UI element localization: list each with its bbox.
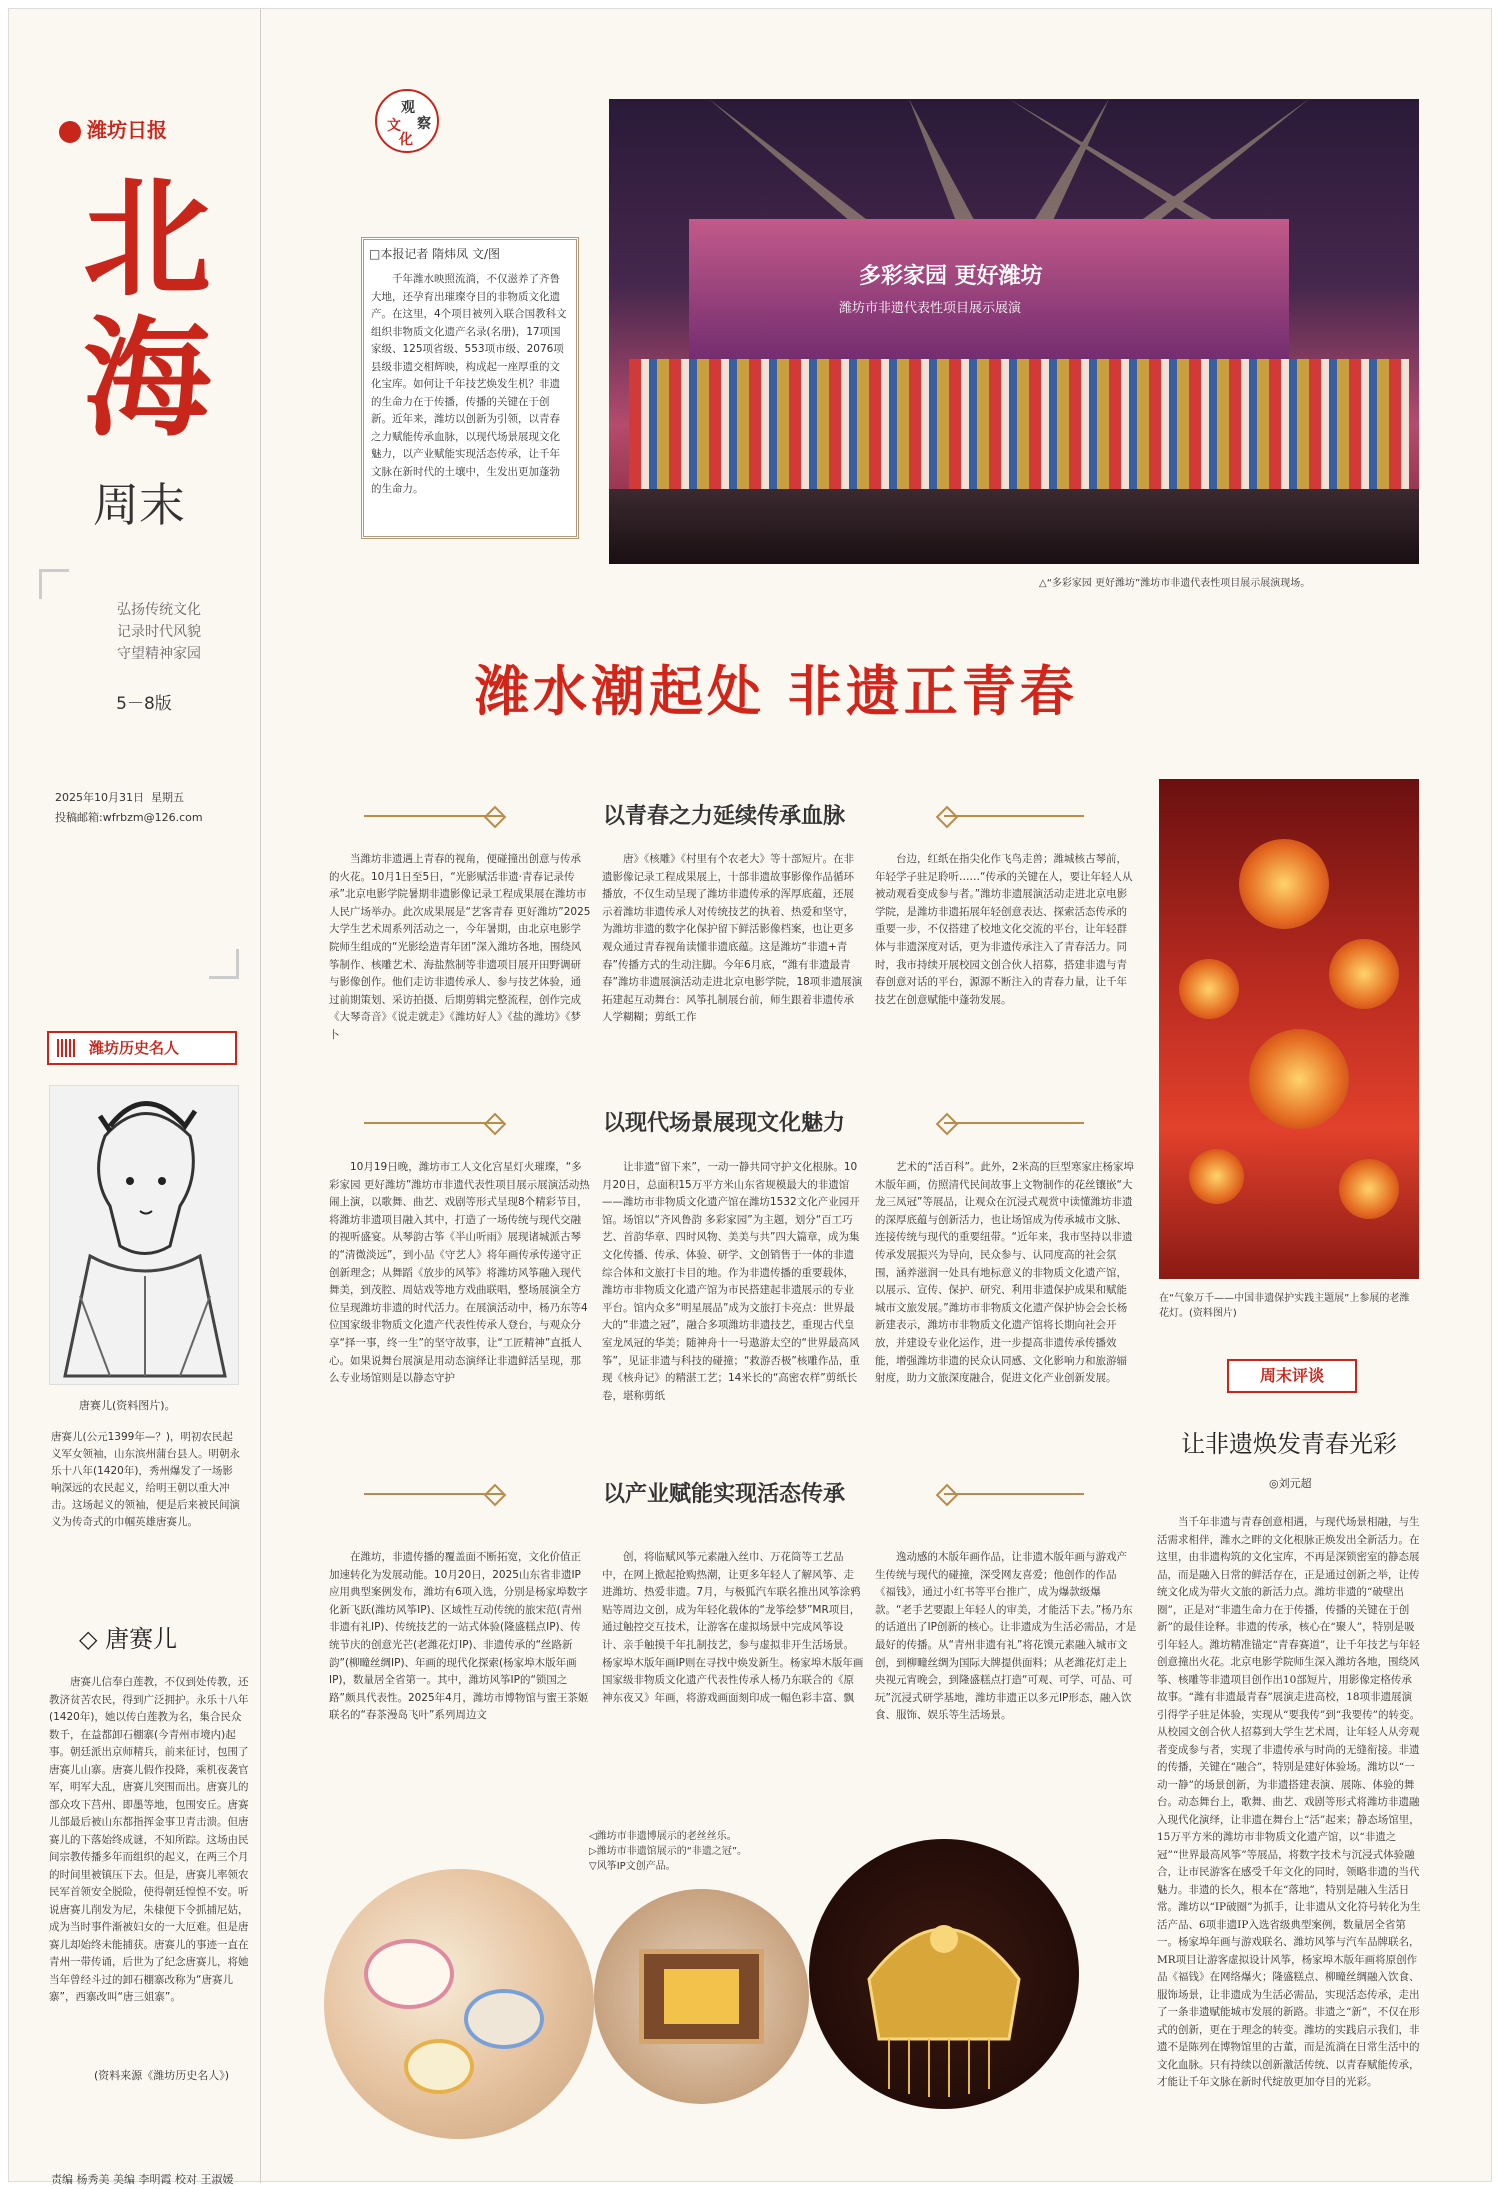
portrait-caption: 唐赛儿(资料图片)。: [79, 1399, 176, 1412]
section-2-column-3: 艺术的“活百科”。此外，2米高的巨型寒家庄杨家埠木版年画，仿照清代民间故事上文物制作的花丝镶嵌“大龙三凤冠”等展品，让观众在沉浸式观赏中读懂潍坊非遗的深厚底蕴与创新活力，也让场馆成为传承城市文脉、连接传统与现代的重要纽带。“近年来，我市坚持以非遗传承发展振兴为导向，民众参与、认同度高的社会氛围，涵养滋润一处具有地标意义的非物质文化遗产馆，以展示、宣传、保护、研究、利用非遗保护成果和赋能城市文旅发展。”潍坊市非物质文化遗产保护协会会长杨新建表示，潍坊市非物质文化遗产馆将长期向社会开放，并建设专业化运作，进一步提高非遗传承传播效能，增强潍坊非遗的民众认同感、文化影响力和旅游辐射度，助力文旅深度融合，促进文化产业创新发展。: [875, 1161, 1135, 1385]
photo-caption: ▽风筝IP文创产品。: [589, 1861, 676, 1872]
paper-logo-icon: [59, 121, 81, 143]
lantern: [1249, 1029, 1349, 1129]
kite-ip-photo: [594, 1889, 809, 2104]
decor-corner: [39, 569, 69, 599]
bottom-photo-captions: [589, 1829, 747, 1874]
lanterns-caption: 在“气象万千——中国非遗保护实践主题展”上参展的老潍花灯。(资料图片): [1159, 1293, 1410, 1319]
slogan: 守望精神家园: [117, 646, 201, 662]
email-label: 投稿邮箱:: [55, 811, 103, 824]
section-ornament: [484, 1113, 507, 1136]
slogan: 弘扬传统文化: [117, 602, 201, 618]
badge-char: 观: [401, 100, 415, 116]
section-3-column-2: 创，将临赋风筝元素融入丝巾、万花筒等工艺品中，在网上掀起抢购热潮，让更多年轻人了解风筝、走进潍坊、热爱非遗。7月，与极狐汽车联名推出风筝涂鸦贴等周边文创，成为年轻化载体的“龙筝绘梦”MR项目，通过触控交互技术，让游客在虚拟场景中完成风筝设计、亲手触摸千年扎制技艺，参与虚拟非开生活场景。杨家埠木版年画IP则在寻找中焕发新生。杨家埠木版年画国家级非物质文化遗产代表性传承人杨乃东联合的《原神东夜又》年画，将游戏画面刻印成一幅色彩丰富、飘: [602, 1551, 864, 1704]
lead-text: 千年潍水映照流淌，不仅滋养了齐鲁大地，还孕育出璀璨夺目的非物质文化遗产。在这里，4个项目被列入联合国教科文组织非物质文化遗产名录(名册)，17项国家级、125项省级、553项市级、2076项县级非遗交相辉映，构成起一座厚重的文化宝库。如何让千年技艺焕发生机？非遗的生命力在于传播，传播的关键在于创新。近年来，潍坊以创新为引领，以青春之力赋能传承血脉，以现代场景展现文化魅力，以产业赋能实现活态传承，让千年文脉在新时代的土壤中，生发出更加蓬勃的生命力。: [371, 273, 567, 495]
email-address[interactable]: wfrbzm@126.com: [102, 811, 203, 824]
issue-date: 2025年10月31日: [55, 791, 144, 804]
pincushion-photo: [324, 1869, 594, 2139]
paper-name: 潍坊日报: [87, 118, 167, 142]
lantern: [1189, 1149, 1244, 1204]
opinion-author: ◎刘元超: [1269, 1477, 1312, 1490]
lantern: [1179, 959, 1239, 1019]
photo-caption: ▷潍坊市非遗馆展示的“非遗之冠”。: [589, 1846, 748, 1857]
lantern: [1239, 839, 1329, 929]
section-3-column-3: 逸动感的木版年画作品，让非遗木版年画与游戏产生传统与现代的碰撞，深受网友喜爱；他创作的作品《福钱》，通过小红书等平台推广，成为爆款级爆款。“老手艺要跟上年轻人的审美，才能活下去。”杨乃东的话道出了IP创新的核心。让非遗成为生活必需品，才是最好的传播。从“青州非遗有礼”将花馍元素融入城市文创，到柳疃丝绸为国际大牌提供面料；从老潍花灯走上央视元宵晚会，到隆盛糕点打造“可观、可学、可品、可玩”沉浸式研学基地，潍坊非遗正以多元IP形态，融入饮食、服饰、娱乐等生活场景。: [875, 1551, 1137, 1722]
stage-lights: [609, 99, 1419, 229]
screen-subtitle: 潍坊市非遗代表性项目展示展演: [839, 301, 1022, 316]
screen-title: 多彩家园 更好潍坊: [859, 263, 1043, 289]
history-source: (资料来源《潍坊历史名人》): [94, 2069, 230, 2082]
email-line: [55, 809, 245, 825]
stage-screen: [689, 219, 1289, 369]
crown-sketch: [809, 1839, 1079, 2109]
pincushion: [364, 1939, 454, 2009]
opinion-body: 当千年非遗与青春创意相遇，与现代场景相融，与生活需求相伴，潍水之畔的文化根脉正焕发出全新活力。在这里，由非遗构筑的文化宝库，不再是深锁密室的静态展品，而是融入日常的鲜活存在，正是通过创新之举，让传统文化成为带火文旅的新活力点。潍坊非遗的“破壁出圈”，正是对“非遗生命力在于传播，传播的关键在于创新”的最佳诠释。非遗的传承，核心在“聚人”，特别是吸引年轻人。潍坊精准锚定“青春赛道”，让千年技艺与年轻创意撞出火花。北京电影学院师生深入潍坊各地，围绕风筝、核雕等非遗项目创作出10部短片，用影像定格传承故事。“潍有非遗最青春”展演走进高校，18项非遗展演引得学子驻足体验，实现从“要我传”到“我要传”的转变。从校园文创合伙人招募到大学生艺术周，让年轻人从旁观者变成参与者，实现了非遗传承与时尚的无缝衔接。非遗的传播，关键在“融合”，特别是建好体验场。潍坊以“一动一静”的场景创新，为非遗搭建表演、展陈、体验的舞台。动态舞台上，歌舞、曲艺、戏剧等形式将潍坊非遗融入现代化演绎，让非遗在舞台上“活”起来；静态场馆里，15万平方米的潍坊市非物质文化遗产馆，以“非遗之冠”“世界最高风筝”等展品，将数字技术与沉浸式体验融合，让市民游客在感受千年文化的同时，领略非遗的当代魅力。非遗的长久，根本在“落地”，特别是融入生活日常。潍坊以“IP破圈”为抓手，让非遗从文化符号转化为生活产品、6项非遗IP入选省级典型案例，数量居全省第一。杨家埠年画与游戏联名、潍坊风筝与汽车品牌联名，MR项目让游客虚拟设计风筝，杨家埠木版年画将原创作品《福钱》在网络爆火；隆盛糕点、柳疃丝绸融入饮食、服饰场景，让非遗成为生活必需品，实现活态传承，走出了一条非遗赋能城市发展的新路。非遗之“新”，不仅在形式的创新，更在于理念的转变。潍坊的实践启示我们，非遗不是陈列在博物馆里的古董，而是流淌在日常生活中的文化血脉。只有持续以创新激活传统、以青春赋能传承，才能让千年文脉在新时代绽放更加夺目的光彩。: [1157, 1516, 1421, 2088]
section-ornament: [936, 1484, 959, 1507]
history-title-text: 唐赛儿: [105, 1625, 178, 1653]
performers: [629, 359, 1409, 489]
newspaper-page: [8, 8, 1492, 2186]
pincushion: [464, 1989, 544, 2049]
top-stage-photo: [609, 99, 1419, 564]
badge-char: 文: [387, 118, 401, 134]
kite-art: [664, 1969, 739, 2024]
dateline: [55, 789, 245, 805]
paper-logo: [59, 114, 167, 143]
section-ornament: [936, 806, 959, 829]
section-3-column-1: 在潍坊，非遗传播的覆盖面不断拓宽，文化价值正加速转化为发展动能。10月20日，2025山东省非遗IP应用典型案例发布，潍坊有6项入选，分别是杨家埠数字化新飞跃(潍坊风筝IP)、区域性互动传统的旅宋范(青州非遗有礼IP)、传统技艺的一站式体验(隆盛糕点IP)、传统节庆的创意光芒(老潍花灯IP)、非遗传承的“丝路新韵”(柳疃丝绸IP)、年画的现代化探索(杨家埠木版年画IP)，数量居全省第一。其中，潍坊风筝IP的“锁国之路”颇具代表性。2025年4月，潍坊市博物馆与蜜王茶姬联名的“春茶漫岛飞叶”系列周边文: [329, 1551, 589, 1722]
pincushion: [404, 2039, 474, 2094]
section-1-column-2: 唐》《核雕》《村里有个农老大》等十部短片。在非遗影像记录工程成果展上，十部非遗故事影像作品循环播放，不仅生动呈现了潍坊非遗传承的浑厚底蕴，还展示着潍坊非遗传承人对传统技艺的执着、热爱和坚守，为潍坊非遗的数字化保护留下鲜活影像档案，也让更多观众通过青春视角读懂非遗底蕴。这是潍坊“非遗+青春”传播方式的生动注脚。今年6月底，“潍有非遗最青春”潍坊非遗展演活动走进北京电影学院，18项非遗展演拓建起互动舞台：风筝扎制展台前，师生跟着非遗传承人学糊糊；剪纸工作: [602, 853, 863, 1024]
byline: □本报记者 隋炜凤 文/图: [369, 247, 501, 261]
stage-floor: [609, 489, 1419, 564]
history-title: ◇ 唐赛儿: [79, 1625, 178, 1653]
weekend-commentary-tag: 周末评谈: [1227, 1359, 1357, 1393]
section-ornament: [484, 806, 507, 829]
slogans: [84, 599, 234, 665]
section-ornament: [484, 1484, 507, 1507]
culture-observation-badge: [375, 89, 439, 153]
photo-caption: ◁潍坊市非遗博展示的老丝丝乐。: [589, 1831, 737, 1842]
history-body: 唐赛儿信奉白莲教，不仅到处传教，还教济贫苦农民，得到广泛拥护。永乐十八年(1420年)，她以传白莲教为名，集合民众数千，在益都卸石棚寨(今青州市境内)起事。朝廷派出京师精兵，前来征讨，包围了唐赛儿山寨。唐赛儿假作投降，乘机夜袭官军，明军大乱，唐赛儿突围而出。唐赛儿的部众攻下莒州、即墨等地，包围安丘。唐赛儿部最后被山东都指挥金事卫青击溃。但唐赛儿的下落始终成谜，不知所踪。这场由民间宗教传播多年而组织的起义，在两三个月的时间里被镇压下去。但是，唐赛儿率领农民军首领安全脱险，使得朝廷惶惶不安。听说唐赛儿削发为尼，朱棣便下令抓捕尼姑，成为当时事件渐被妇女的一大厄难。但是唐赛儿却始终未能捕获。唐赛儿的事迹一直在青州一带传诵，后世为了纪念唐赛儿，将她当年曾经斗过的卸石棚寨改称为“唐赛儿寨”，西寨改叫“唐三姐寨”。: [49, 1676, 249, 2003]
lantern: [1339, 1159, 1399, 1219]
lantern: [1329, 939, 1399, 1009]
section-ornament: [936, 1113, 959, 1136]
page-range: 5－8版: [116, 694, 172, 714]
issue-weekday: 星期五: [151, 791, 184, 804]
section-title-3: 以产业赋能实现活态传承: [524, 1477, 924, 1511]
history-intro: 唐赛儿(公元1399年—？)，明初农民起义军女领袖，山东滨州蒲台县人。明朝永乐十八年(1420年)，秀州爆发了一场影响深远的农民起义，给明王朝以重大冲击。这场起义的领袖，便是后来被民间演义为传奇式的巾帼英雄唐赛儿。: [51, 1431, 240, 1528]
decor-corner: [209, 949, 239, 979]
lanterns-photo: [1159, 779, 1419, 1279]
portrait-sketch: [50, 1086, 238, 1384]
badge-char: 化: [399, 132, 413, 148]
section-2-column-1: 10月19日晚，潍坊市工人文化宫星灯火璀璨，“多彩家园 更好潍坊”潍坊市非遗代表性项目展示展演活动热闹上演，以歌舞、曲艺、戏剧等形式呈现8个精彩节目，将潍坊非遗项目融入其中，打造了一场传统与现代交融的视听盛宴。从琴韵古筝《半山听雨》展现诸城派古琴的“清微淡远”，到小品《守艺人》将年画传承传递守正创新理念；从舞蹈《放步的风筝》将潍坊风筝融入现代舞美，到茂腔、周姑戏等地方戏曲联唱，整场展演全方位呈现潍坊非遗的时代活力。在展演活动中，杨乃东等4位国家级非物质文化遗产代表性传承人登台，与观众分享“择一事，终一生”的坚守故事，让“工匠精神”直抵人心。如果说舞台展演是用动态演绎让非遗鲜活呈现，那么专业场馆则是以静态守护: [329, 1161, 590, 1385]
opinion-title: 让非遗焕发青春光彩: [1181, 1430, 1397, 1458]
left-rail: [9, 9, 261, 2183]
slogan: 记录时代风貌: [117, 624, 201, 640]
section-2-column-2: 让非遗“留下来”，一动一静共同守护文化根脉。10月20日，总面积15万平方米山东省规模最大的非遗馆——潍坊市非物质文化遗产馆在潍坊1532文化产业园开馆。场馆以“齐风鲁韵 多彩家园”为主题，划分“百工巧艺、首韵华章、四时风物、美美与共”四大篇章，成为集文化传播、传承、体验、研学、文创销售于一体的非遗综合体和文旅打卡目的地。作为非遗传播的重要载体，潍坊市非物质文化遗产馆为市民搭建起非遗展示的专业平台。馆内众多“明星展品”成为文旅打卡亮点：世界最大的“非遗之冠”，融合多项潍坊非遗技艺，重现古代皇室龙凤冠的华美；随神舟十一号遨游太空的“世界最高风筝”，见证非遗与科技的碰撞；“救游否极”核雕作品，重现《核舟记》的精湛工艺；14米长的“高密农样”剪纸长卷，堪称剪纸: [602, 1161, 860, 1402]
section-1-column-3: 台边，红纸在指尖化作飞鸟走兽；潍城核古琴前，年轻学子驻足聆听……“传承的关键在人，要让年轻人从被动观看变成参与者。”潍坊非遗展演活动走进北京电影学院，是潍坊非遗拓展年轻创意表达、探索活态传承的重要一步，不仅搭建了校地文化交流的平台，让年轻群体与非遗深度对话，更为非遗传承注入了青春活力。同时，我市持续开展校园文创合伙人招募，搭建非遗与青春创意对话的平台，源源不断注入的青春力量，让千年技艺在创意赋能中蓬勃发展。: [875, 853, 1133, 1006]
page-credits: 责编 杨秀美 美编 李明霞 校对 王淑媛: [51, 2173, 234, 2186]
crown-photo: [809, 1839, 1079, 2109]
section-title-1: 以青春之力延续传承血脉: [524, 799, 924, 833]
section-title: 北海: [82, 164, 211, 454]
section-title-2: 以现代场景展现文化魅力: [524, 1106, 924, 1140]
top-photo-caption: △“多彩家园 更好潍坊”潍坊市非遗代表性项目展示展演现场。: [1039, 578, 1311, 589]
section-subtitle: 周末: [93, 478, 185, 532]
history-column-tag: 潍坊历史名人: [47, 1031, 237, 1065]
main-headline: 潍水潮起处 非遗正青春: [475, 659, 1078, 723]
section-1-column-1: 当潍坊非遗遇上青春的视角，便碰撞出创意与传承的火花。10月1日至5日，“光影赋活非遗·青春记录传承”北京电影学院暑期非遗影像记录工程成果展在潍坊市人民广场举办。此次成果展是“艺客青春 更好潍坊”2025大学生艺术周系列活动之一，今年暑期，由北京电影学院师生组成的“光影绘造青年团”深入潍坊各地，围绕风筝制作、核雕艺术、海盐熬制等非遗项目展开田野调研与影像创作。他们走访非遗传承人、参与技艺体验，通过前期策划、采访拍摄、后期剪辑完整流程，创作完成《大琴奇音》《说走就走》《潍坊好人》《盐的潍坊》《梦卜: [329, 853, 591, 1041]
badge-char: 察: [417, 116, 431, 132]
framed-kite: [639, 1949, 764, 2044]
tang-saier-portrait: [49, 1085, 239, 1385]
